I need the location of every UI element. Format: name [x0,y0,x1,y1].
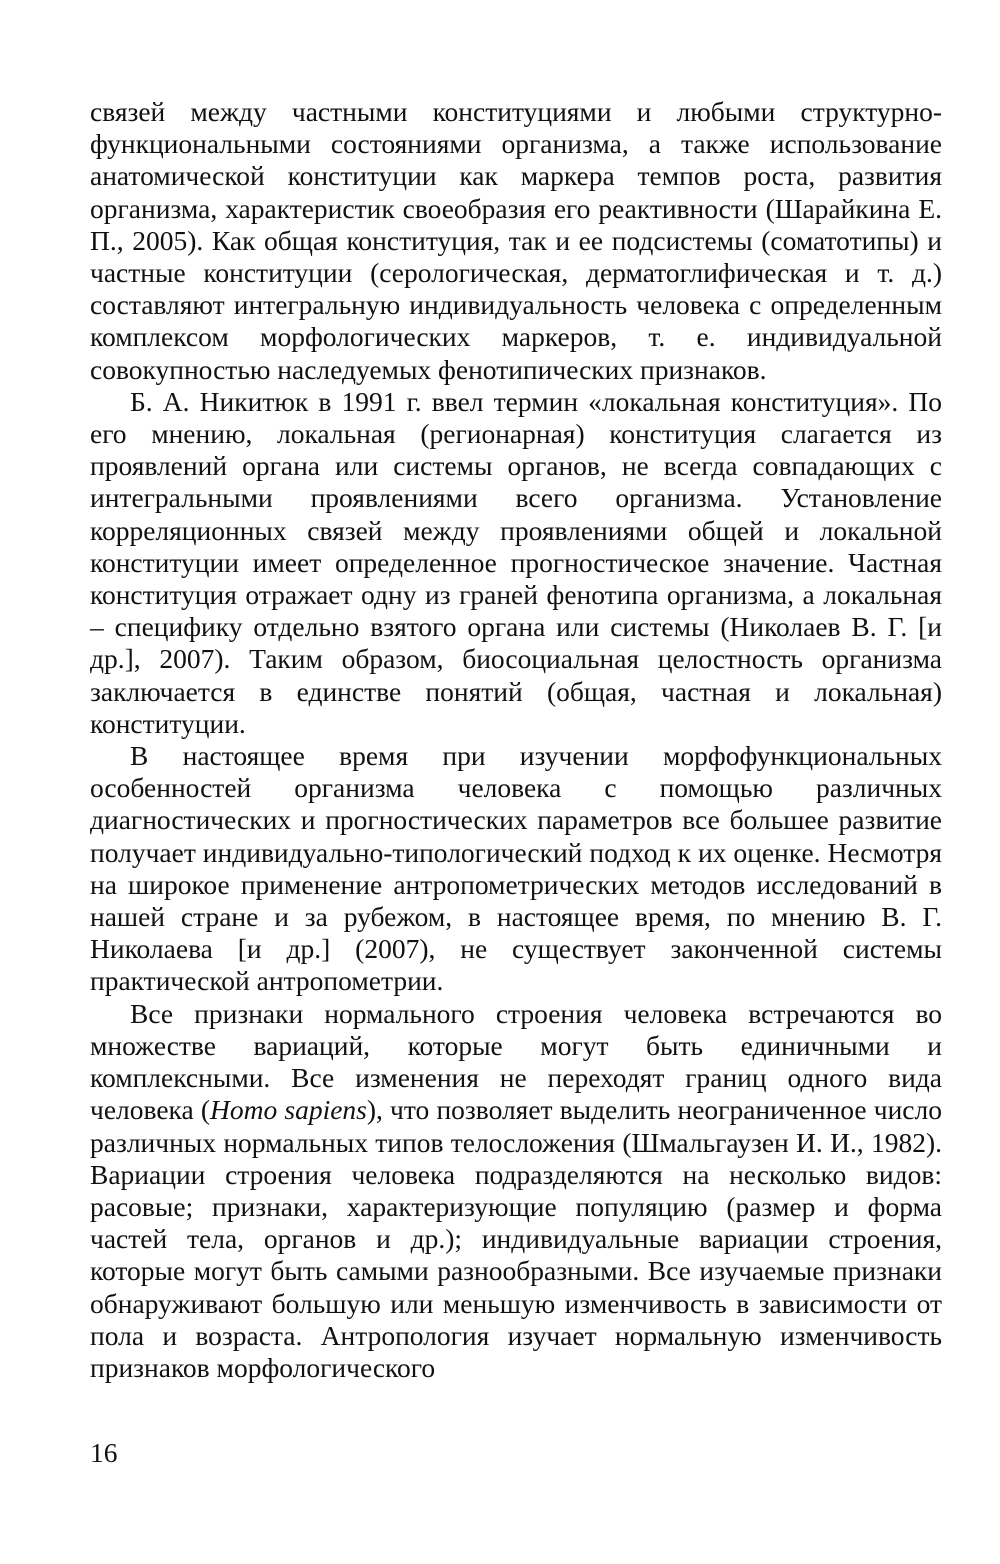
page-number: 16 [90,1437,118,1468]
page-body [90,96,942,1384]
species-name: Homo sapiens [210,1094,367,1126]
paragraph-variations-after: ), что позволяет выделить неограниченное число различных нормальных типов телосложения (Шмальгаузен И. И., 1982). Вариации строения человека подразделяются на несколько видов: расовые; признаки, характеризующие популяцию (размер и форма частей тела, органов и др.); индивидуальные вариации строения, которые могут быть самыми разнообразными. Все изучаемые признаки обнаруживают большую или меньшую изменчивость в зависимости от пола и возраста. Антропология изучает нормальную изменчивость признаков морфологического [90,1094,942,1383]
paragraph-typological-approach: В настоящее время при изучении морфофункциональных особенностей организма человека с помощью различных диагностических и прогностических параметров все большее развитие получает индивидуально-типологический подход к их оценке. Несмотря на широкое применение антропометрических методов исследований в нашей стране и за рубежом, в настоящее время, по мнению В. Г. Николаева [и др.] (2007), не существует законченной системы практической антропометрии. [90,740,942,997]
paragraph-variations-before: Все признаки нормального строения человека встречаются во множестве вариаций, которые могут быть единичными и комплексными. Все изменения не переходят границ одного вида человека ( [90,997,942,1126]
paragraph-continuation: связей между частными конституциями и любыми структурно-функциональными состояниями организма, а также использование анатомической конституции как маркера темпов роста, развития организма, характеристик своеобразия его реактивности (Шарайкина Е. П., 2005). Как общая конституция, так и ее подсистемы (соматотипы) и частные конституции (серологическая, дерматоглифическая и т. д.) составляют интегральную индивидуальность человека с определенным комплексом морфологических маркеров, т. е. индивидуальной совокупностью наследуемых фенотипических признаков. [90,96,942,385]
paragraph-variations [90,998,942,1384]
paragraph-local-constitution: Б. А. Никитюк в 1991 г. ввел термин «локальная конституция». По его мнению, локальная (регионарная) конституция слагается из проявлений органа или системы органов, не всегда совпадающих с интегральными проявлениями всего организма. Установление корреляционных связей между проявлениями общей и локальной конституции имеет определенное прогностическое значение. Частная конституция отражает одну из граней фенотипа организма, а локальная – специфику отдельно взятого органа или системы (Николаев В. Г. [и др.], 2007). Таким образом, биосоциальная целостность организма заключается в единстве понятий (общая, частная и локальная) конституции. [90,385,942,739]
